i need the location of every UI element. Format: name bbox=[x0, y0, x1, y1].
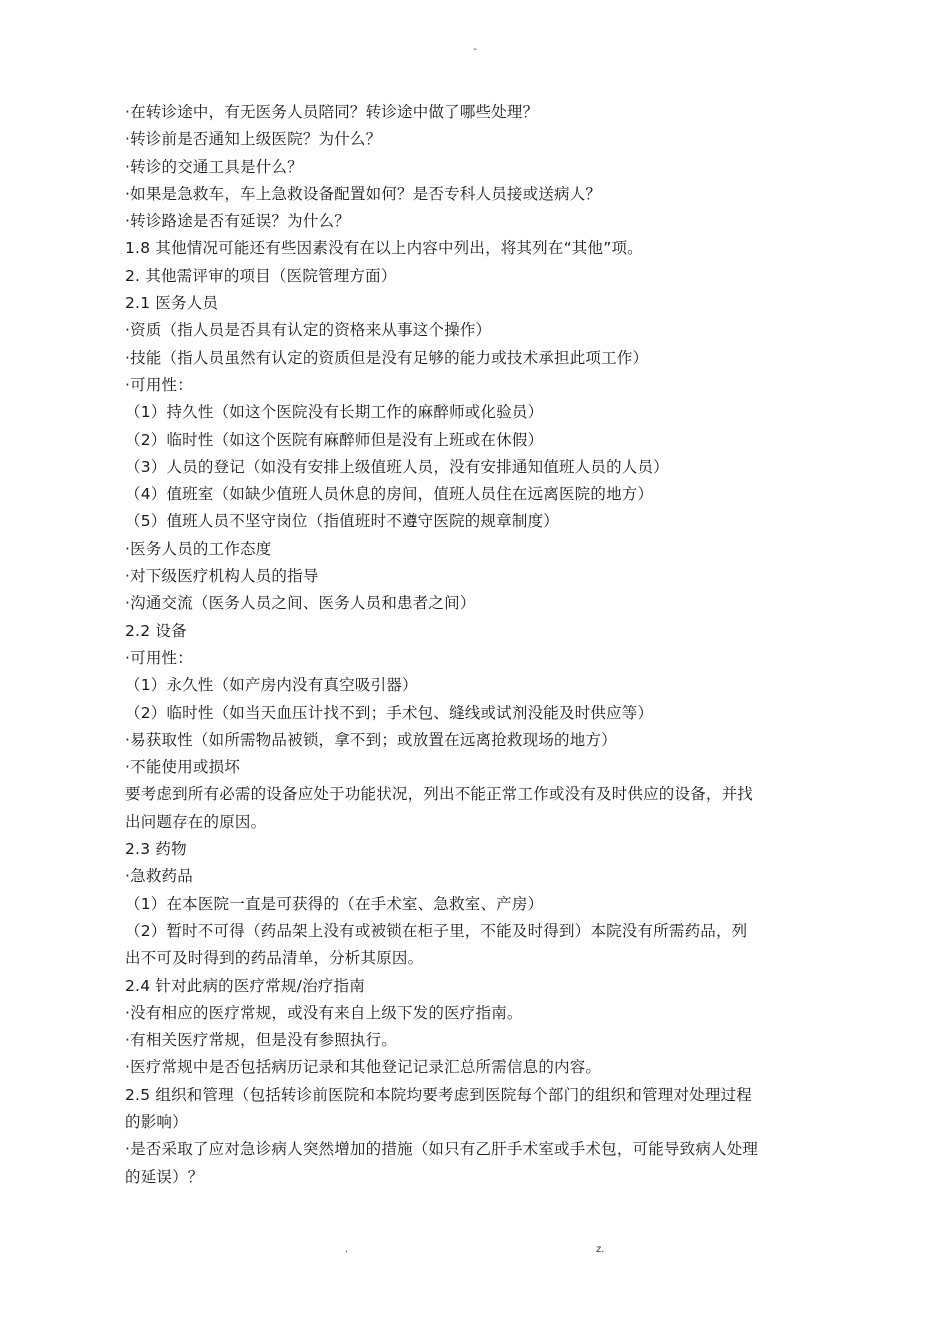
text-line: ·不能使用或损坏 bbox=[125, 758, 241, 777]
subsection-heading: 2.1 医务人员 bbox=[125, 294, 219, 313]
text-line: （1）永久性（如产房内没有真空吸引器） bbox=[125, 676, 418, 695]
subsection-heading: 2.4 针对此病的医疗常规/治疗指南 bbox=[125, 976, 365, 995]
footer-left-mark: . bbox=[345, 1244, 349, 1255]
text-line: ·可用性： bbox=[125, 648, 193, 667]
text-line: ·转诊的交通工具是什么？ bbox=[125, 157, 303, 176]
text-line: （4）值班室（如缺少值班人员休息的房间，值班人员住在远离医院的地方） bbox=[125, 485, 654, 504]
document-body bbox=[125, 99, 837, 1191]
section-heading: 1.8 其他情况可能还有些因素没有在以上内容中列出，将其列在“其他”项。 bbox=[125, 239, 643, 258]
subsection-heading: 2.3 药物 bbox=[125, 840, 187, 859]
text-line: ·是否采取了应对急诊病人突然增加的措施（如只有乙肝手术室或手术包，可能导致病人处理 bbox=[125, 1140, 759, 1159]
text-line: ·资质（指人员是否具有认定的资格来从事这个操作） bbox=[125, 321, 492, 340]
text-line: ·医务人员的工作态度 bbox=[125, 539, 272, 558]
text-line: ·对下级医疗机构人员的指导 bbox=[125, 567, 319, 586]
text-line: ·没有相应的医疗常规，或没有来自上级下发的医疗指南。 bbox=[125, 1003, 523, 1022]
text-line: （5）值班人员不坚守岗位（指值班时不遵守医院的规章制度） bbox=[125, 512, 559, 531]
text-line: （3）人员的登记（如没有安排上级值班人员，没有安排通知值班人员的人员） bbox=[125, 457, 669, 476]
text-line: 出问题存在的原因。 bbox=[125, 812, 267, 831]
text-line: ·可用性： bbox=[125, 375, 193, 394]
text-line: （2）临时性（如当天血压计找不到；手术包、缝线或试剂没能及时供应等） bbox=[125, 703, 654, 722]
page-header-mark: - bbox=[473, 44, 477, 55]
text-line: ·技能（指人员虽然有认定的资质但是没有足够的能力或技术承担此项工作） bbox=[125, 348, 649, 367]
text-line: ·医疗常规中是否包括病历记录和其他登记记录汇总所需信息的内容。 bbox=[125, 1058, 602, 1077]
text-line: ·如果是急救车，车上急救设备配置如何？是否专科人员接或送病人？ bbox=[125, 184, 602, 203]
text-line: （2）临时性（如这个医院有麻醉师但是没有上班或在休假） bbox=[125, 430, 544, 449]
subsection-heading: 2.2 设备 bbox=[125, 621, 187, 640]
text-line: ·有相关医疗常规，但是没有参照执行。 bbox=[125, 1031, 398, 1050]
text-line: ·易获取性（如所需物品被锁，拿不到；或放置在远离抢救现场的地方） bbox=[125, 730, 617, 749]
text-line: （1）在本医院一直是可获得的（在手术室、急救室、产房） bbox=[125, 894, 544, 913]
text-line: ·沟通交流（医务人员之间、医务人员和患者之间） bbox=[125, 594, 476, 613]
section-heading: 2. 其他需评审的项目（医院管理方面） bbox=[125, 266, 397, 285]
text-line: 要考虑到所有必需的设备应处于功能状况，列出不能正常工作或没有及时供应的设备，并找 bbox=[125, 785, 754, 804]
text-line: （1）持久性（如这个医院没有长期工作的麻醉师或化验员） bbox=[125, 403, 544, 422]
text-line: ·急救药品 bbox=[125, 867, 193, 886]
text-line: 出不可及时得到的药品清单，分析其原因。 bbox=[125, 949, 424, 968]
text-line: ·在转诊途中，有无医务人员陪同？转诊途中做了哪些处理？ bbox=[125, 103, 539, 121]
text-line: ·转诊前是否通知上级医院？为什么？ bbox=[125, 130, 382, 149]
text-line: 的延误）？ bbox=[125, 1167, 204, 1186]
text-line: ·转诊路途是否有延误？为什么？ bbox=[125, 212, 350, 231]
footer-right-mark: z. bbox=[596, 1244, 605, 1255]
text-line: 的影响） bbox=[125, 1112, 188, 1131]
subsection-heading: 2.5 组织和管理（包括转诊前医院和本院均要考虑到医院每个部门的组织和管理对处理过程 bbox=[125, 1085, 752, 1104]
text-line: （2）暂时不可得（药品架上没有或被锁在柜子里，不能及时得到）本院没有所需药品，列 bbox=[125, 921, 748, 940]
